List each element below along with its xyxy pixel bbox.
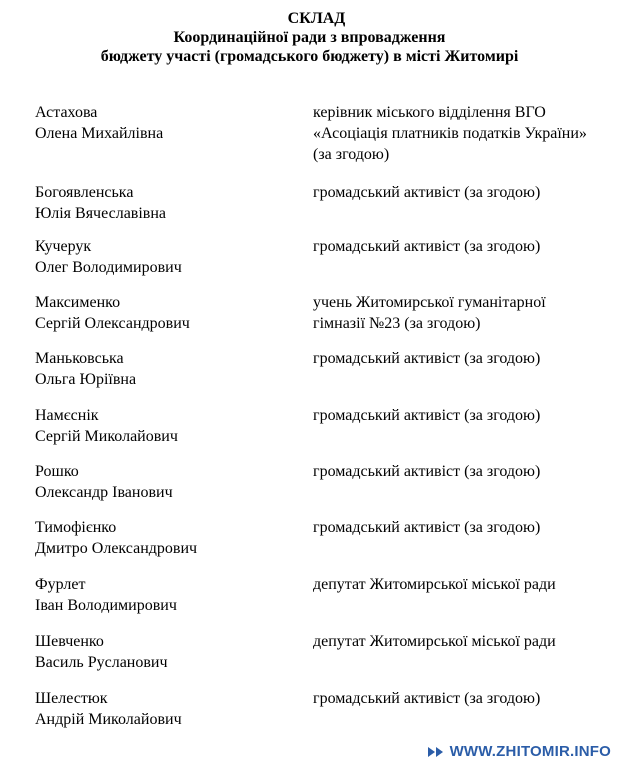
- member-role: [313, 405, 613, 426]
- member-name: [35, 182, 295, 224]
- member-role-line: громадський активіст (за згодою): [313, 407, 541, 424]
- member-role-line: депутат Житомирської міської ради: [313, 576, 556, 593]
- member-role: [313, 631, 613, 652]
- member-surname: Шелестюк: [35, 690, 108, 707]
- member-surname: Маньковська: [35, 350, 124, 367]
- member-name: [35, 236, 295, 278]
- member-name: [35, 348, 295, 390]
- member-role: [313, 348, 613, 369]
- member-name: [35, 292, 295, 334]
- member-role: [313, 292, 613, 334]
- member-given-name: Ольга Юріївна: [35, 371, 137, 388]
- member-name: [35, 461, 295, 503]
- member-role: [313, 574, 613, 595]
- member-role-line: громадський активіст (за згодою): [313, 350, 541, 367]
- member-given-name: Олег Володимирович: [35, 259, 182, 276]
- arrows-icon: [428, 745, 446, 759]
- member-surname: Максименко: [35, 294, 121, 311]
- member-role-line: громадський активіст (за згодою): [313, 184, 541, 201]
- watermark-text: WWW.ZHITOMIR.INFO: [449, 743, 611, 760]
- member-surname: Богоявленська: [35, 184, 134, 201]
- member-role: [313, 461, 613, 482]
- member-given-name: Дмитро Олександрович: [35, 540, 198, 557]
- member-role-line: учень Житомирської гуманітарної: [313, 294, 546, 311]
- member-surname: Астахова: [35, 104, 98, 121]
- member-role-line: (за згодою): [313, 146, 390, 163]
- member-given-name: Олександр Іванович: [35, 484, 173, 501]
- member-given-name: Олена Михайлівна: [35, 125, 164, 142]
- title-line-3: бюджету участі (громадського бюджету) в місті Житомирі: [100, 48, 519, 65]
- member-role-line: громадський активіст (за згодою): [313, 463, 541, 480]
- member-surname: Тимофієнко: [35, 519, 117, 536]
- title-line-2: Координаційної ради з впровадження: [173, 29, 446, 46]
- member-given-name: Сергій Олександрович: [35, 315, 190, 332]
- member-surname: Намєснік: [35, 407, 99, 424]
- member-name: [35, 574, 295, 616]
- member-given-name: Іван Володимирович: [35, 597, 177, 614]
- member-given-name: Андрій Миколайович: [35, 711, 182, 728]
- member-role: [313, 236, 613, 257]
- site-watermark: [428, 743, 611, 760]
- member-role-line: керівник міського відділення ВГО: [313, 104, 546, 121]
- member-role: [313, 688, 613, 709]
- member-role-line: гімназії №23 (за згодою): [313, 315, 481, 332]
- member-role: [313, 517, 613, 538]
- member-given-name: Василь Русланович: [35, 654, 168, 671]
- member-given-name: Юлія Вячеславівна: [35, 205, 167, 222]
- member-name: [35, 102, 295, 144]
- member-surname: Фурлет: [35, 576, 86, 593]
- member-name: [35, 517, 295, 559]
- member-surname: Рошко: [35, 463, 79, 480]
- member-name: [35, 688, 295, 730]
- member-role-line: депутат Житомирської міської ради: [313, 633, 556, 650]
- member-name: [35, 405, 295, 447]
- member-role: [313, 182, 613, 203]
- member-given-name: Сергій Миколайович: [35, 428, 178, 445]
- member-role-line: громадський активіст (за згодою): [313, 238, 541, 255]
- member-role: [313, 102, 613, 165]
- member-surname: Шевченко: [35, 633, 104, 650]
- member-name: [35, 631, 295, 673]
- member-surname: Кучерук: [35, 238, 92, 255]
- member-role-line: громадський активіст (за згодою): [313, 690, 541, 707]
- member-role-line: «Асоціація платників податків України»: [313, 125, 587, 142]
- title-line-1: СКЛАД: [287, 10, 346, 27]
- member-role-line: громадський активіст (за згодою): [313, 519, 541, 536]
